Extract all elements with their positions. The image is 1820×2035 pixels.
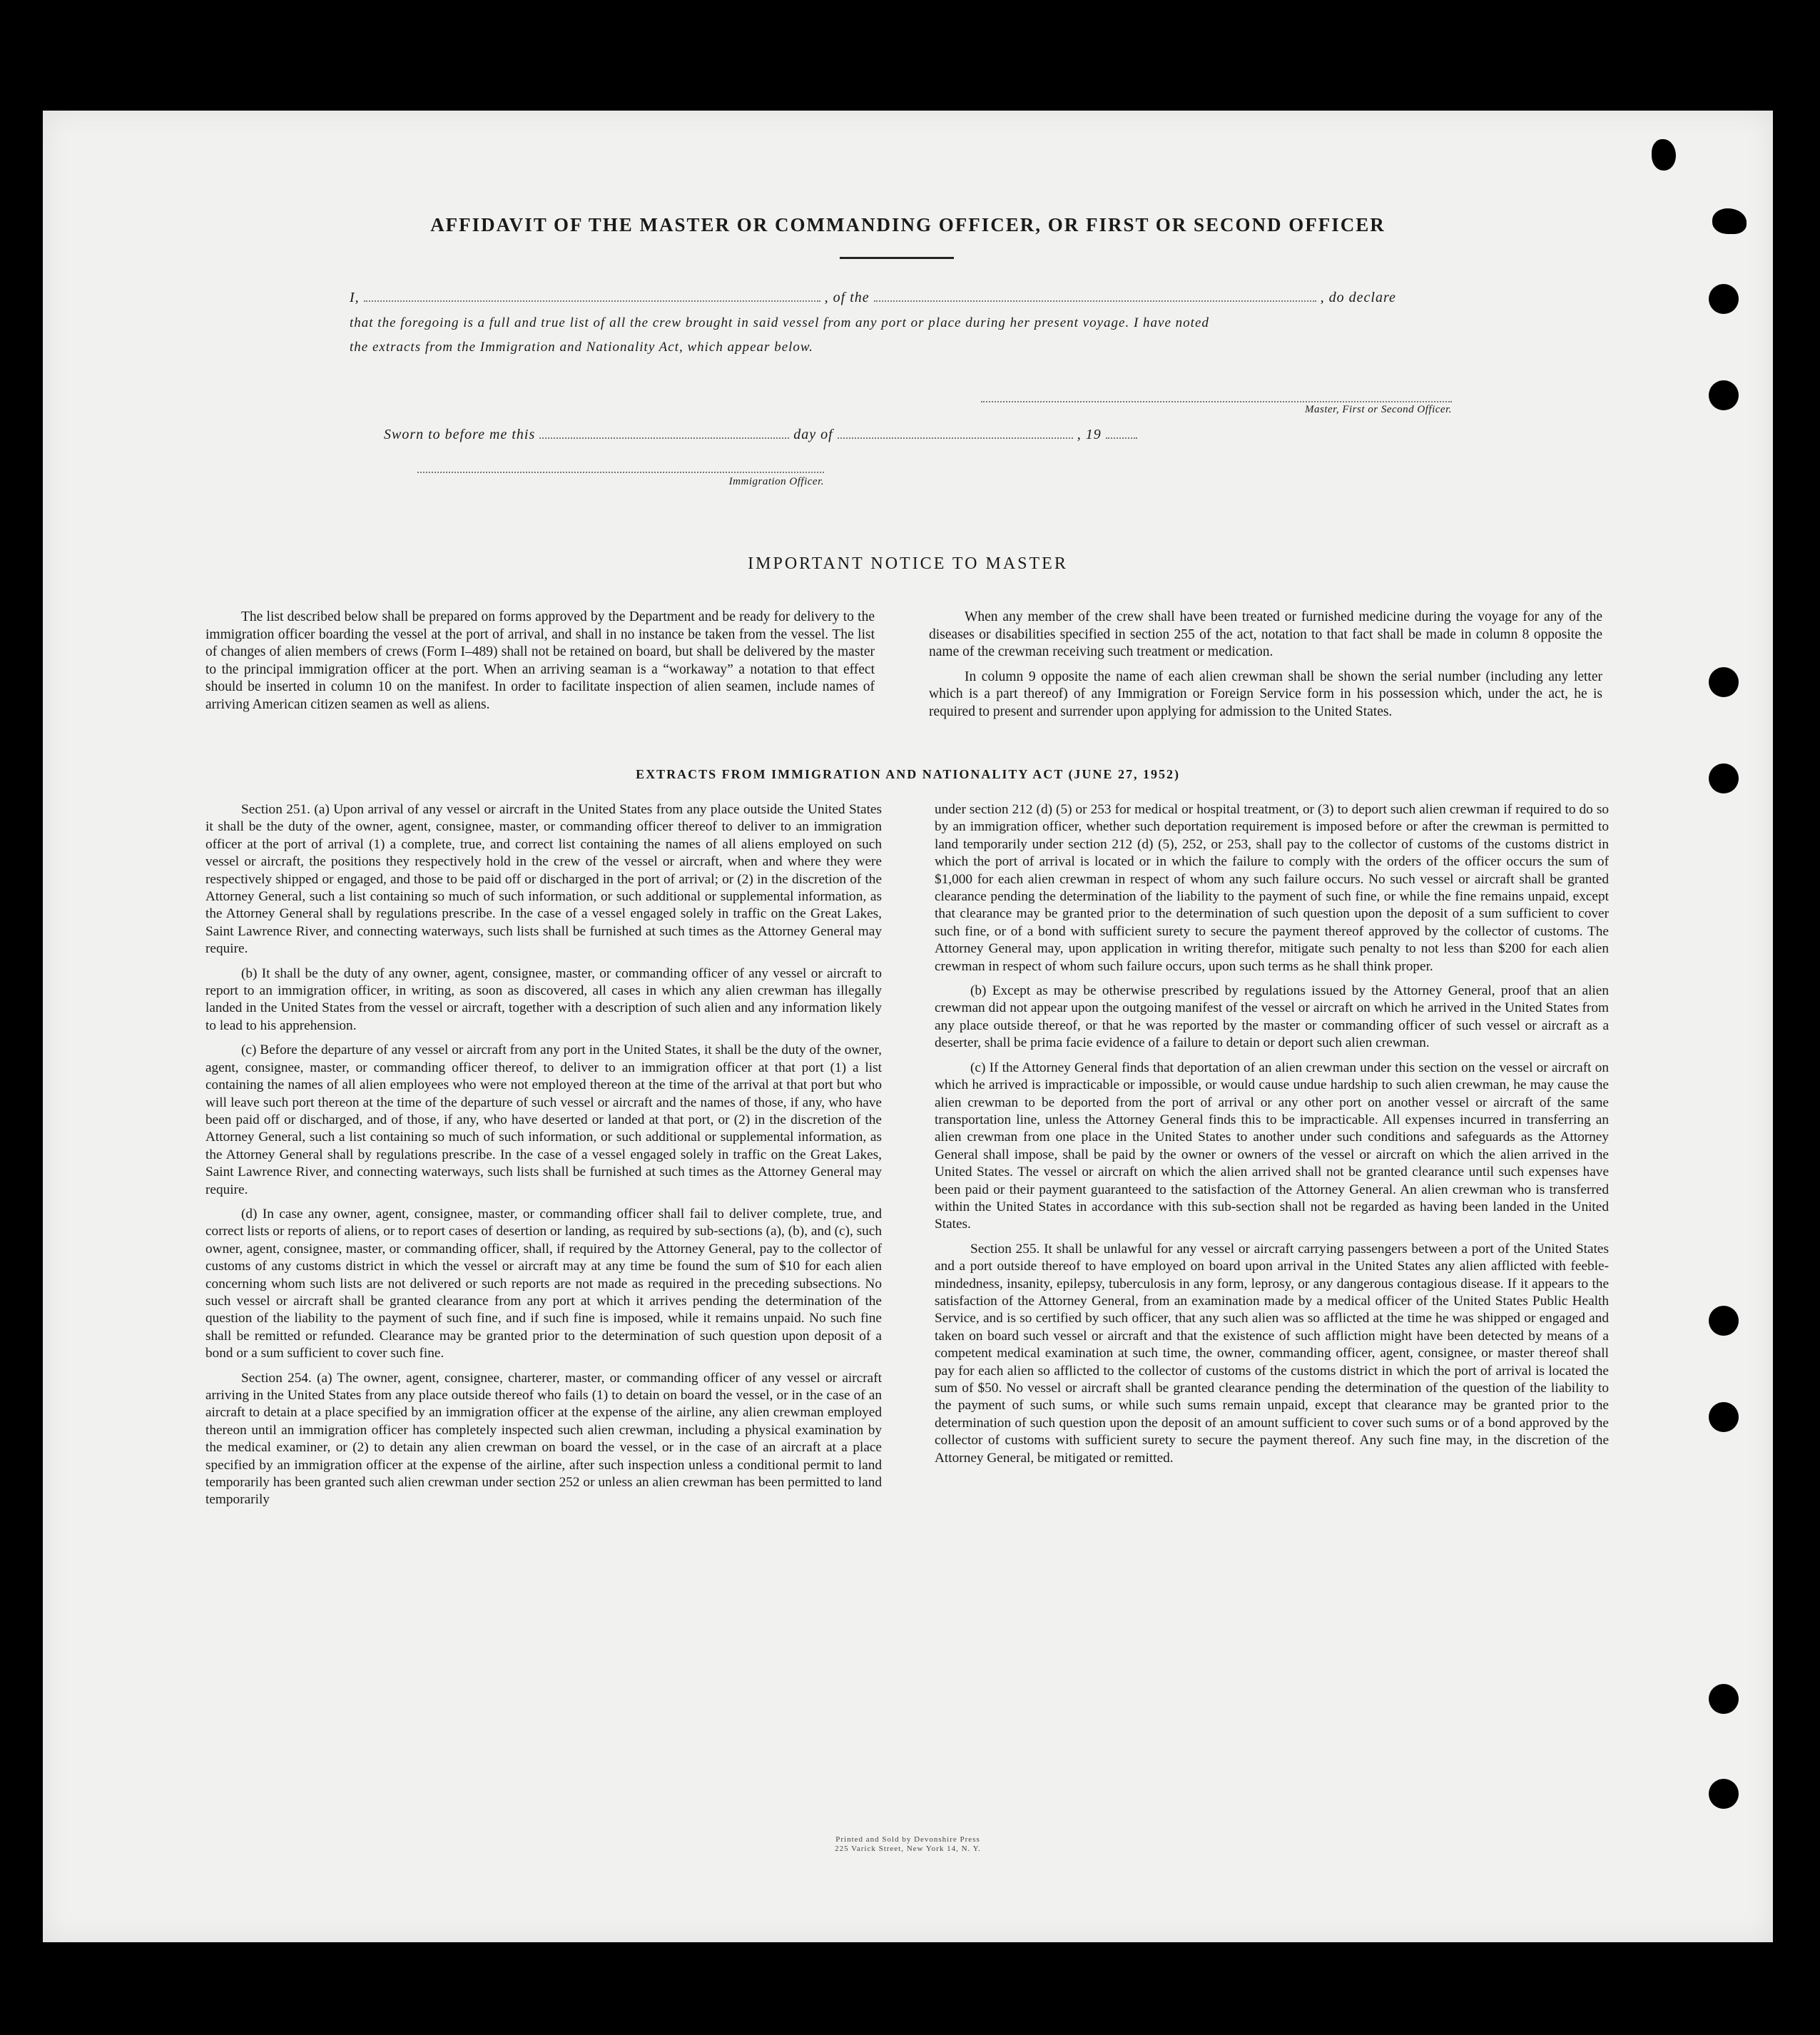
extracts-title: EXTRACTS FROM IMMIGRATION AND NATIONALITY ACT (JUNE 27, 1952) xyxy=(636,767,1180,781)
punch-hole xyxy=(1709,1684,1739,1714)
punch-hole xyxy=(1709,1402,1739,1432)
document-page xyxy=(43,111,1773,1942)
declaration-line-3: the extracts from the Immigration and Nationality Act, which appear below. xyxy=(350,340,813,355)
master-caption: Master, First or Second Officer. xyxy=(1305,404,1452,415)
act-paragraph: Section 255. It shall be unlawful for any vessel or aircraft carrying passengers between a port of the United States and a port outside thereof to have employed on board upon arrival in the United States any alien afflicted with feeble-mindedness, insanity, epilepsy, tuberculosis in any form, leprosy, or any dangerous contagious disease. If it appears to the satisfaction of the Attorney General, from an examination made by a medical officer of the United States Public Health Service, and is so certified by such officer, that any such alien was so afflicted at the time he was shipped or engaged and taken on board such vessel or aircraft and that the existence of such affliction might have been detected by means of a competent medical examination at such time, the owner, commanding officer, agent, consignee, or master thereof shall pay for each alien so afflicted to the collector of customs of the customs district in which the port of arrival is located the sum of $50. No vessel or aircraft shall be granted clearance pending the determination of the question of the liability to the payment of such sums, or while such sums remain unpaid, except that clearance may be granted prior to the determination of such question upon the deposit of an amount sufficient to cover such sums or of a bond approved by the collector of customs with sufficient surety to secure the payment thereof. Any such fine may, in the discretion of the Attorney General, be mitigated or remitted. xyxy=(935,1241,1609,1466)
officer-caption: Immigration Officer. xyxy=(728,476,824,487)
imprint-line-2: 225 Varick Street, New York 14, N. Y. xyxy=(835,1844,981,1853)
sworn-day-field[interactable] xyxy=(539,425,789,439)
act-paragraph: (c) Before the departure of any vessel or aircraft from any port in the United States, it shall be the duty of the owner, agent, consignee, master, or commanding officer thereof, to deliver to an immigration officer at that port (1) a list containing the names of all alien employees who were not employed thereon at the time of the arrival at that port but who will leave such port thereon at the time of the departure of such vessel or aircraft and the names of those, if any, who have been paid off or discharged, and of those, if any, who have deserted or landed at that port, or (2) in the discretion of the Attorney General, such a list containing so much of such information, or such additional or supplemental information, as the Attorney General shall by regulations prescribe. In the case of a vessel engaged solely in traffic on the Great Lakes, Saint Lawrence River, and connecting waterways, such lists shall be furnished at such times as the Attorney General may require. xyxy=(205,1042,882,1197)
act-paragraph: Section 254. (a) The owner, agent, consignee, charterer, master, or commanding officer of any vessel or aircraft arriving in the United States from any place outside thereof who fails (1) to detain on board the vessel, or in the case of an aircraft to detain at a place specified by an immigration officer at the expense of the airline, any alien crewman employed thereon until an immigration officer has completely inspected such alien crewman, including a physical examination by the medical examiner, or (2) to detain any alien crewman on board the vessel, or in the case of an aircraft at a place specified by an immigration officer at the expense of the airline, after such inspection unless a conditional permit to land temporarily has been granted such alien crewman under section 252 or unless an alien crewman has been permitted to land temporarily xyxy=(205,1370,882,1508)
vessel-field[interactable] xyxy=(874,288,1316,302)
master-signature-line[interactable] xyxy=(981,401,1452,402)
declare-i-label: I, xyxy=(350,290,360,305)
declaration-line-1 xyxy=(350,288,1513,306)
day-of-label: day of xyxy=(793,427,833,442)
sworn-label: Sworn to before me this xyxy=(384,427,536,442)
punch-hole xyxy=(1709,284,1739,314)
extracts-left-column xyxy=(205,801,882,1516)
do-declare-label: , do declare xyxy=(1320,290,1396,305)
notice-left-column xyxy=(205,609,875,721)
punch-hole xyxy=(1709,1779,1739,1809)
act-paragraph: under section 212 (d) (5) or 253 for medical or hospital treatment, or (3) to deport such alien crewman if required to do so by an immigration officer, whether such deportation requirement is imposed before or after the crewman is permitted to land temporarily under section 212 (d) (5), 252, or 253, shall pay to the collector of customs of the customs district in which the port of arrival is located or in which the failure to comply with the orders of the officer occurs the sum of $1,000 for each alien crewman in respect of whom any such failure occurs. No such vessel or aircraft shall be granted clearance pending the determination of the liability to the payment of such fine, or while the fine remains unpaid, except that clearance may be granted prior to the determination of such question upon the deposit of a sum sufficient to cover such fine, or of a bond with sufficient surety to secure the payment thereof approved by the collector of customs. The Attorney General may, upon application in writing therefor, mitigate such penalty to not less than $200 for each alien crewman in respect of whom such failure occurs, upon such terms as he shall think proper. xyxy=(935,802,1609,974)
sworn-year-field[interactable] xyxy=(1106,425,1137,439)
notice-title: IMPORTANT NOTICE TO MASTER xyxy=(748,554,1068,573)
punch-hole xyxy=(1709,763,1739,793)
act-paragraph: (d) In case any owner, agent, consignee, master, or commanding officer shall fail to deliver complete, true, and correct lists or reports of aliens, or to report cases of desertion or landing, as required by sub-sections (a), (b), and (c), such owner, agent, consignee, master, or commanding officer, shall, if required by the Attorney General, pay to the collector of customs of any customs district in which the vessel or aircraft may at any time be found the sum of $10 for each alien concerning whom such lists are not delivered or such reports are not made as required in the preceding subsections. No such vessel or aircraft shall be granted clearance from any port at which it arrives pending the determination of the question of the liability to the payment of such fine, and if such fine is imposed, while it remains unpaid. No such fine shall be remitted or refunded. Clearance may be granted prior to the determination of such question upon deposit of a bond or a sum sufficient to cover such fine. xyxy=(205,1206,882,1361)
punch-hole xyxy=(1709,1306,1739,1336)
punch-hole xyxy=(1709,380,1739,410)
notice-paragraph: In column 9 opposite the name of each alien crewman shall be shown the serial number (including any letter which is a part thereof) of any Immigration or Foreign Service form in his possession which, under the act, he is required to present and surrender upon applying for admission to the United States. xyxy=(929,669,1602,719)
punch-hole xyxy=(1652,139,1676,171)
punch-hole xyxy=(1709,667,1739,697)
imprint-line-1: Printed and Sold by Devonshire Press xyxy=(835,1835,980,1844)
declaration-line-2: that the foregoing is a full and true list of all the crew brought in said vessel from any port or place during her present voyage. I have noted xyxy=(350,315,1209,330)
year-label: , 19 xyxy=(1077,427,1102,442)
extracts-right-column xyxy=(935,801,1609,1474)
printer-imprint xyxy=(43,1835,1773,1854)
notice-paragraph: The list described below shall be prepared on forms approved by the Department and be ready for delivery to the immigration officer boarding the vessel at the port of arrival, and shall in no instance be taken from the vessel. The list of changes of alien members of crews (Form I–489) shall not be retained on board, but shall be delivered by the master to the principal immigration officer at the port. When an arriving seaman is a “workaway” a notation to that effect should be inserted in column 10 on the manifest. In order to facilitate inspection of alien seamen, include names of arriving American citizen seamen as well as aliens. xyxy=(205,609,875,712)
affidavit-title: AFFIDAVIT OF THE MASTER OR COMMANDING OFFICER, OR FIRST OR SECOND OFFICER xyxy=(430,214,1386,235)
punch-hole xyxy=(1712,208,1747,234)
act-paragraph: (b) It shall be the duty of any owner, agent, consignee, master, or commanding officer of any vessel or aircraft to report to an immigration officer, in writing, as soon as discovered, all cases in which any alien crewman has illegally landed in the United States from the vessel or aircraft, together with a description of such alien and any information likely to lead to his apprehension. xyxy=(205,965,882,1033)
sworn-line xyxy=(384,425,1311,443)
officer-signature-line[interactable] xyxy=(417,472,824,473)
notice-right-column xyxy=(929,609,1602,729)
notice-paragraph: When any member of the crew shall have been treated or furnished medicine during the voyage for any of the diseases or disabilities specified in section 255 of the act, notation to that fact shall be made in column 8 opposite the name of the crewman receiving such treatment or medication. xyxy=(929,609,1602,660)
act-paragraph: Section 251. (a) Upon arrival of any vessel or aircraft in the United States from any place outside the United States it shall be the duty of the owner, agent, consignee, master, or commanding officer thereof to deliver to an immigration officer at the port of arrival (1) a complete, true, and correct list containing the names of all aliens employed on such vessel or aircraft, the positions they respectively hold in the crew of the vessel or aircraft, when and where they were respectively shipped or engaged, and those to be paid off or discharged in the port of arrival; or (2) in the discretion of the Attorney General, such a list containing so much of such information, or such additional or supplemental information, as the Attorney General shall by regulations prescribe. In the case of a vessel engaged solely in traffic on the Great Lakes, Saint Lawrence River, and connecting waterways, such lists shall be furnished at such times as the Attorney General may require. xyxy=(205,802,882,957)
act-paragraph: (c) If the Attorney General finds that deportation of an alien crewman under this section on the vessel or aircraft on which he arrived is impracticable or impossible, or would cause undue hardship to such alien crewman, he may cause the alien crewman to be deported from the port of arrival or any other port on another vessel or aircraft of the same transportation line, unless the Attorney General finds this to be impracticable. All expenses incurred in transferring an alien crewman from one place in the United States to another under such conditions and safeguards as the Attorney General shall impose, shall be paid by the owner or owners of the vessel or aircraft on which the alien arrived in the United States. The vessel or aircraft on which the alien arrived shall not be granted clearance until such expenses have been paid or their payment guaranteed to the satisfaction of the Attorney General. An alien crewman who is transferred within the United States in accordance with this sub-section shall not be regarded as having been landed in the United States. xyxy=(935,1060,1609,1232)
act-paragraph: (b) Except as may be otherwise prescribed by regulations issued by the Attorney General, proof that an alien crewman did not appear upon the outgoing manifest of the vessel or aircraft on which he arrived in the United States from any place outside thereof, or that he was reported by the master or commanding officer of such vessel or aircraft as a deserter, shall be prima facie evidence of a failure to detain or deport such alien crewman. xyxy=(935,983,1609,1051)
of-the-label: , of the xyxy=(824,290,870,305)
sworn-month-field[interactable] xyxy=(838,425,1073,439)
name-field[interactable] xyxy=(364,288,820,302)
title-rule xyxy=(840,257,954,259)
